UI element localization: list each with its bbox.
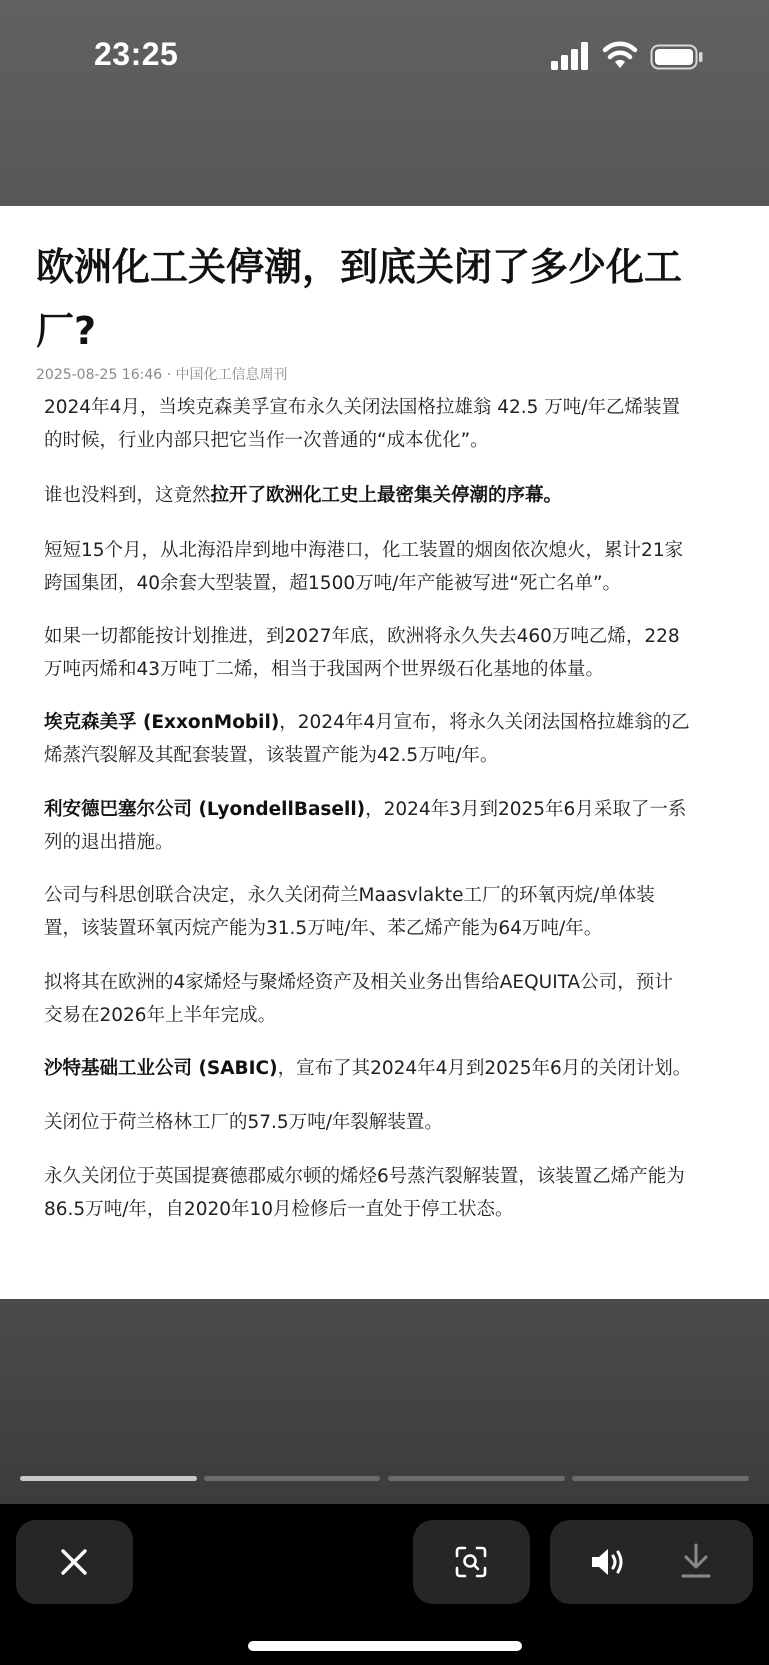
article-title-line: 欧洲化工关停潮，到底关闭了多少化工 bbox=[36, 245, 683, 289]
cellular-signal-icon bbox=[551, 42, 589, 70]
home-indicator[interactable] bbox=[248, 1641, 522, 1651]
paragraph-line: 永久关闭位于英国提赛德郡威尔顿的烯烃6号蒸汽裂解装置，该装置乙烯产能为 bbox=[44, 1166, 685, 1187]
paragraph-line: 86.5万吨/年，自2020年10月检修后一直处于停工状态。 bbox=[44, 1199, 514, 1220]
article-paragraph bbox=[44, 534, 734, 600]
paragraph-line: 的时候，行业内部只把它当作一次普通的“成本优化”。 bbox=[44, 430, 489, 451]
paragraph-line: 关闭位于荷兰格林工厂的57.5万吨/年裂解装置。 bbox=[44, 1112, 443, 1133]
paragraph-line: 2024年4月，当埃克森美孚宣布永久关闭法国格拉雄翁 42.5 万吨/年乙烯装置 bbox=[44, 397, 681, 418]
article-paragraph bbox=[44, 793, 734, 859]
company-name: 埃克森美孚 (ExxonMobil) bbox=[44, 712, 280, 733]
scan-text-icon bbox=[455, 1546, 487, 1578]
download-icon[interactable] bbox=[680, 1542, 712, 1580]
page-indicator-active[interactable] bbox=[20, 1476, 197, 1481]
article-title-line: 厂? bbox=[36, 309, 97, 353]
company-name: 利安德巴塞尔公司 (LyondellBasell) bbox=[44, 799, 366, 820]
paragraph-text: ，2024年3月到2025年6月采取了一系 bbox=[365, 799, 687, 820]
article-paragraph bbox=[44, 1160, 734, 1226]
article-paragraph bbox=[44, 879, 734, 945]
article-paragraph bbox=[44, 479, 734, 512]
page-indicator[interactable] bbox=[204, 1476, 380, 1481]
audio-download-group bbox=[550, 1520, 753, 1604]
company-name: 沙特基础工业公司 (SABIC) bbox=[44, 1058, 278, 1079]
paragraph-line: 拟将其在欧洲的4家烯烃与聚烯烃资产及相关业务出售给AEQUITA公司，预计 bbox=[44, 972, 673, 993]
paragraph-text: ，宣布了其2024年4月到2025年6月的关闭计划。 bbox=[277, 1058, 692, 1079]
paragraph-line: 置，该装置环氧丙烷产能为31.5万吨/年、苯乙烯产能为64万吨/年。 bbox=[44, 918, 603, 939]
status-time: 23:25 bbox=[94, 36, 179, 72]
paragraph-bold-text: 拉开了欧洲化工史上最密集关停潮的序幕。 bbox=[210, 485, 563, 506]
article-image bbox=[0, 206, 769, 1299]
article-paragraph bbox=[44, 966, 734, 1032]
article-paragraph bbox=[44, 620, 734, 686]
paragraph-line: 短短15个月，从北海沿岸到地中海港口，化工装置的烟囱依次熄火，累计21家 bbox=[44, 540, 684, 561]
paragraph-text: ，2024年4月宣布，将永久关闭法国格拉雄翁的乙 bbox=[279, 712, 690, 733]
page-indicator[interactable] bbox=[388, 1476, 565, 1481]
paragraph-line: 烯蒸汽裂解及其配套装置，该装置产能为42.5万吨/年。 bbox=[44, 745, 499, 766]
article-paragraph bbox=[44, 706, 734, 772]
article-title bbox=[36, 235, 736, 363]
scan-text-button[interactable] bbox=[413, 1520, 530, 1604]
paragraph-line: 万吨丙烯和43万吨丁二烯，相当于我国两个世界级石化基地的体量。 bbox=[44, 659, 605, 680]
paragraph-text: 谁也没料到，这竟然 bbox=[44, 485, 211, 506]
paragraph-line: 列的退出措施。 bbox=[44, 832, 174, 853]
viewer-background bbox=[0, 1299, 769, 1504]
article-paragraph bbox=[44, 1106, 734, 1139]
article-paragraph bbox=[44, 391, 734, 457]
speaker-icon[interactable] bbox=[590, 1546, 626, 1578]
status-bar bbox=[0, 0, 769, 206]
page-indicator[interactable] bbox=[572, 1476, 749, 1481]
article-meta: 2025-08-25 16:46 · 中国化工信息周刊 bbox=[36, 367, 288, 383]
paragraph-line: 公司与科思创联合决定，永久关闭荷兰Maasvlakte工厂的环氧丙烷/单体装 bbox=[44, 885, 655, 906]
article-paragraph bbox=[44, 1052, 734, 1085]
wifi-icon bbox=[602, 40, 638, 70]
battery-icon bbox=[650, 44, 704, 70]
close-icon bbox=[60, 1548, 88, 1576]
paragraph-line: 如果一切都能按计划推进，到2027年底，欧洲将永久失去460万吨乙烯，228 bbox=[44, 626, 680, 647]
close-button[interactable] bbox=[16, 1520, 133, 1604]
paragraph-line: 跨国集团，40余套大型装置，超1500万吨/年产能被写进“死亡名单”。 bbox=[44, 573, 622, 594]
paragraph-line: 交易在2026年上半年完成。 bbox=[44, 1005, 277, 1026]
